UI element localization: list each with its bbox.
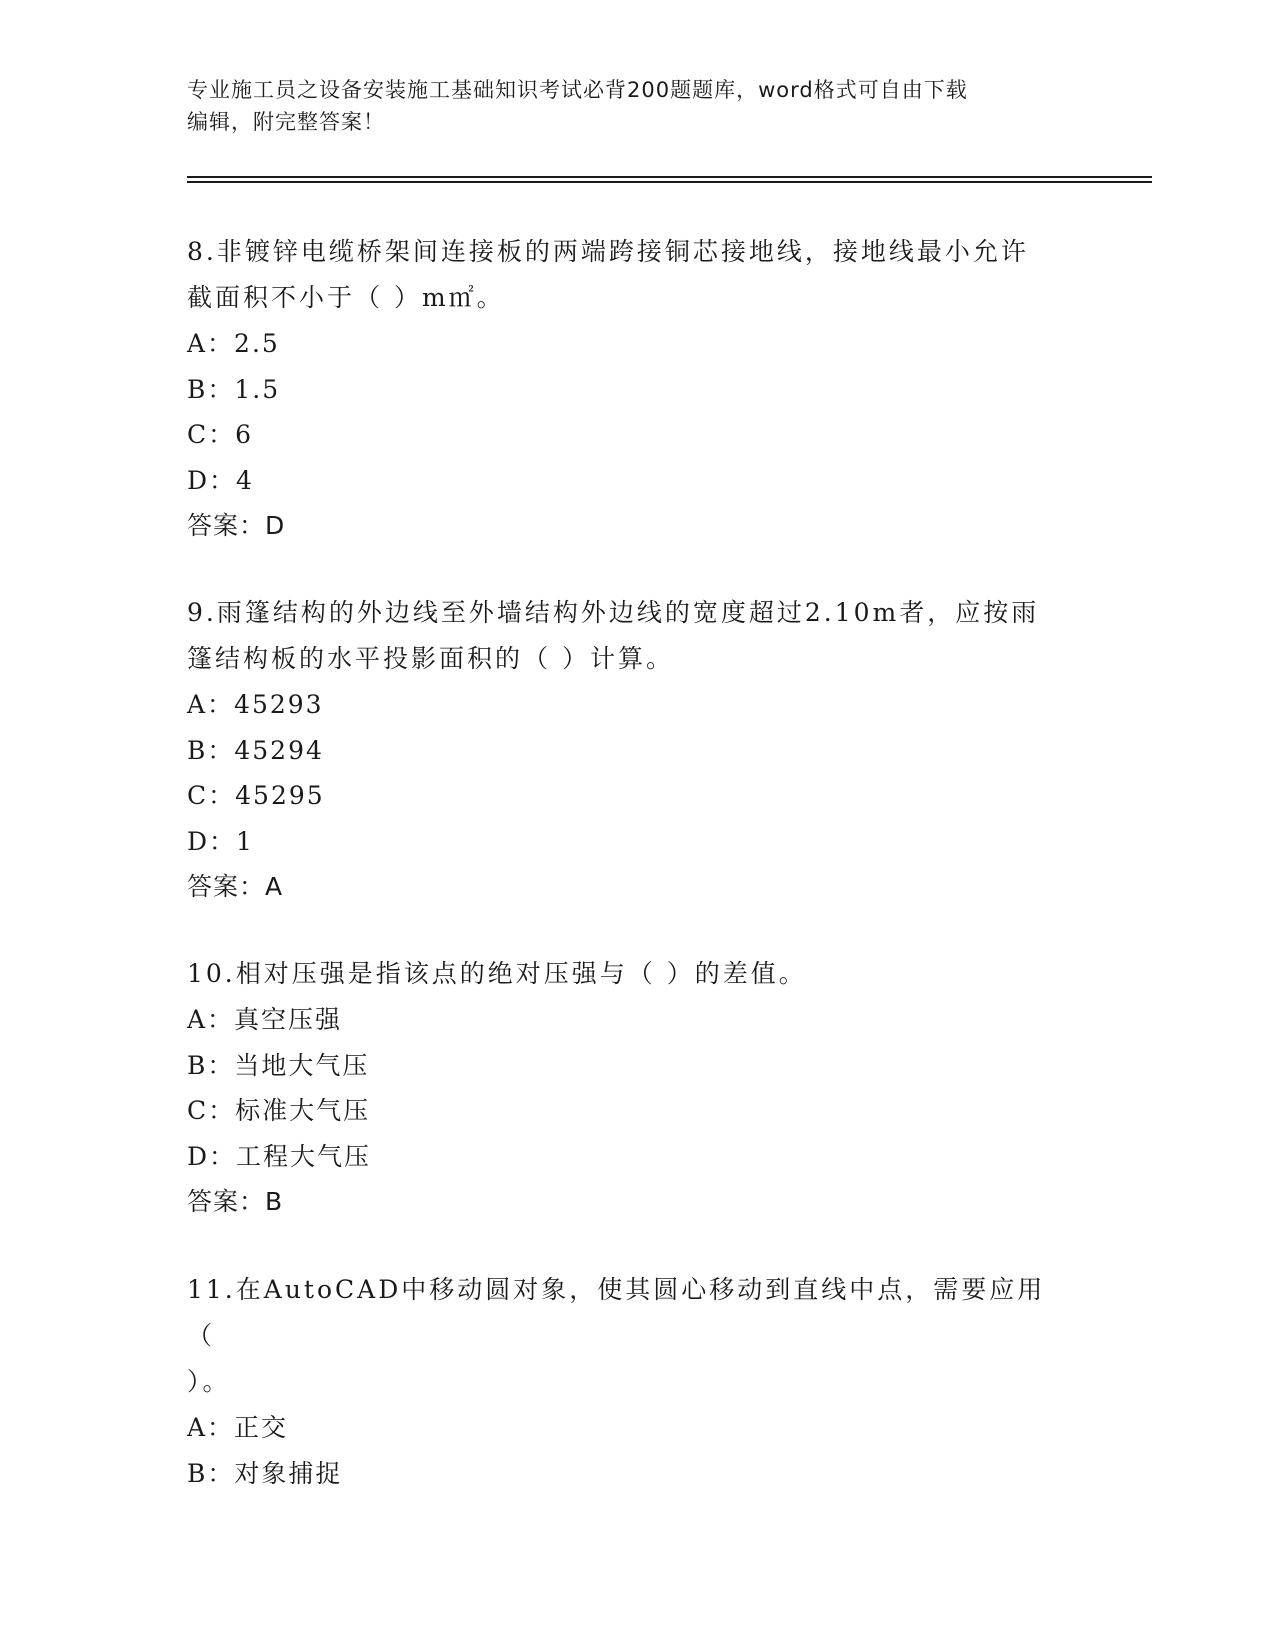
- option-b: B：当地大气压: [187, 1050, 370, 1080]
- option-c: C：标准大气压: [187, 1096, 371, 1125]
- header-title-line-2: 编辑，附完整答案！: [187, 110, 385, 134]
- document-header: [187, 74, 1087, 138]
- question-text: ）。: [187, 1367, 231, 1396]
- answer: 答案：A: [187, 872, 284, 901]
- header-title-line-1: 专业施工员之设备安装施工基础知识考试必背200题题库，word格式可自由下载: [187, 78, 968, 102]
- question-10: [187, 951, 1067, 1225]
- option-c: C：6: [187, 420, 254, 449]
- answer: 答案：B: [187, 1187, 284, 1216]
- question-11: [187, 1267, 1067, 1496]
- question-8: [187, 229, 1067, 549]
- question-text: 截面积不小于（ ）m㎡。: [187, 283, 505, 312]
- answer: 答案：D: [187, 511, 286, 540]
- header-divider: [187, 181, 1152, 183]
- option-d: D：1: [187, 826, 254, 856]
- option-d: D：4: [187, 465, 254, 495]
- option-a: A：正交: [187, 1413, 289, 1442]
- option-c: C：45295: [187, 781, 325, 810]
- option-a: A：2.5: [187, 329, 280, 358]
- question-text: 篷结构板的水平投影面积的（ ）计算。: [187, 644, 674, 673]
- question-9: [187, 590, 1067, 910]
- option-d: D：工程大气压: [187, 1141, 372, 1171]
- question-text: 8.非镀锌电缆桥架间连接板的两端跨接铜芯接地线，接地线最小允许: [187, 237, 1029, 266]
- option-b: B：对象捕捉: [187, 1458, 343, 1488]
- option-b: B：1.5: [187, 374, 281, 404]
- question-text: 9.雨篷结构的外边线至外墙结构外边线的宽度超过2.10m者，应按雨: [187, 598, 1040, 627]
- option-a: A：真空压强: [187, 1005, 343, 1034]
- option-a: A：45293: [187, 690, 324, 719]
- question-text: 10.相对压强是指该点的绝对压强与（ ）的差值。: [187, 959, 807, 988]
- question-text: 11.在AutoCAD中移动圆对象，使其圆心移动到直线中点，需要应用（: [187, 1275, 1046, 1350]
- option-b: B：45294: [187, 735, 324, 765]
- header-divider: [187, 176, 1152, 178]
